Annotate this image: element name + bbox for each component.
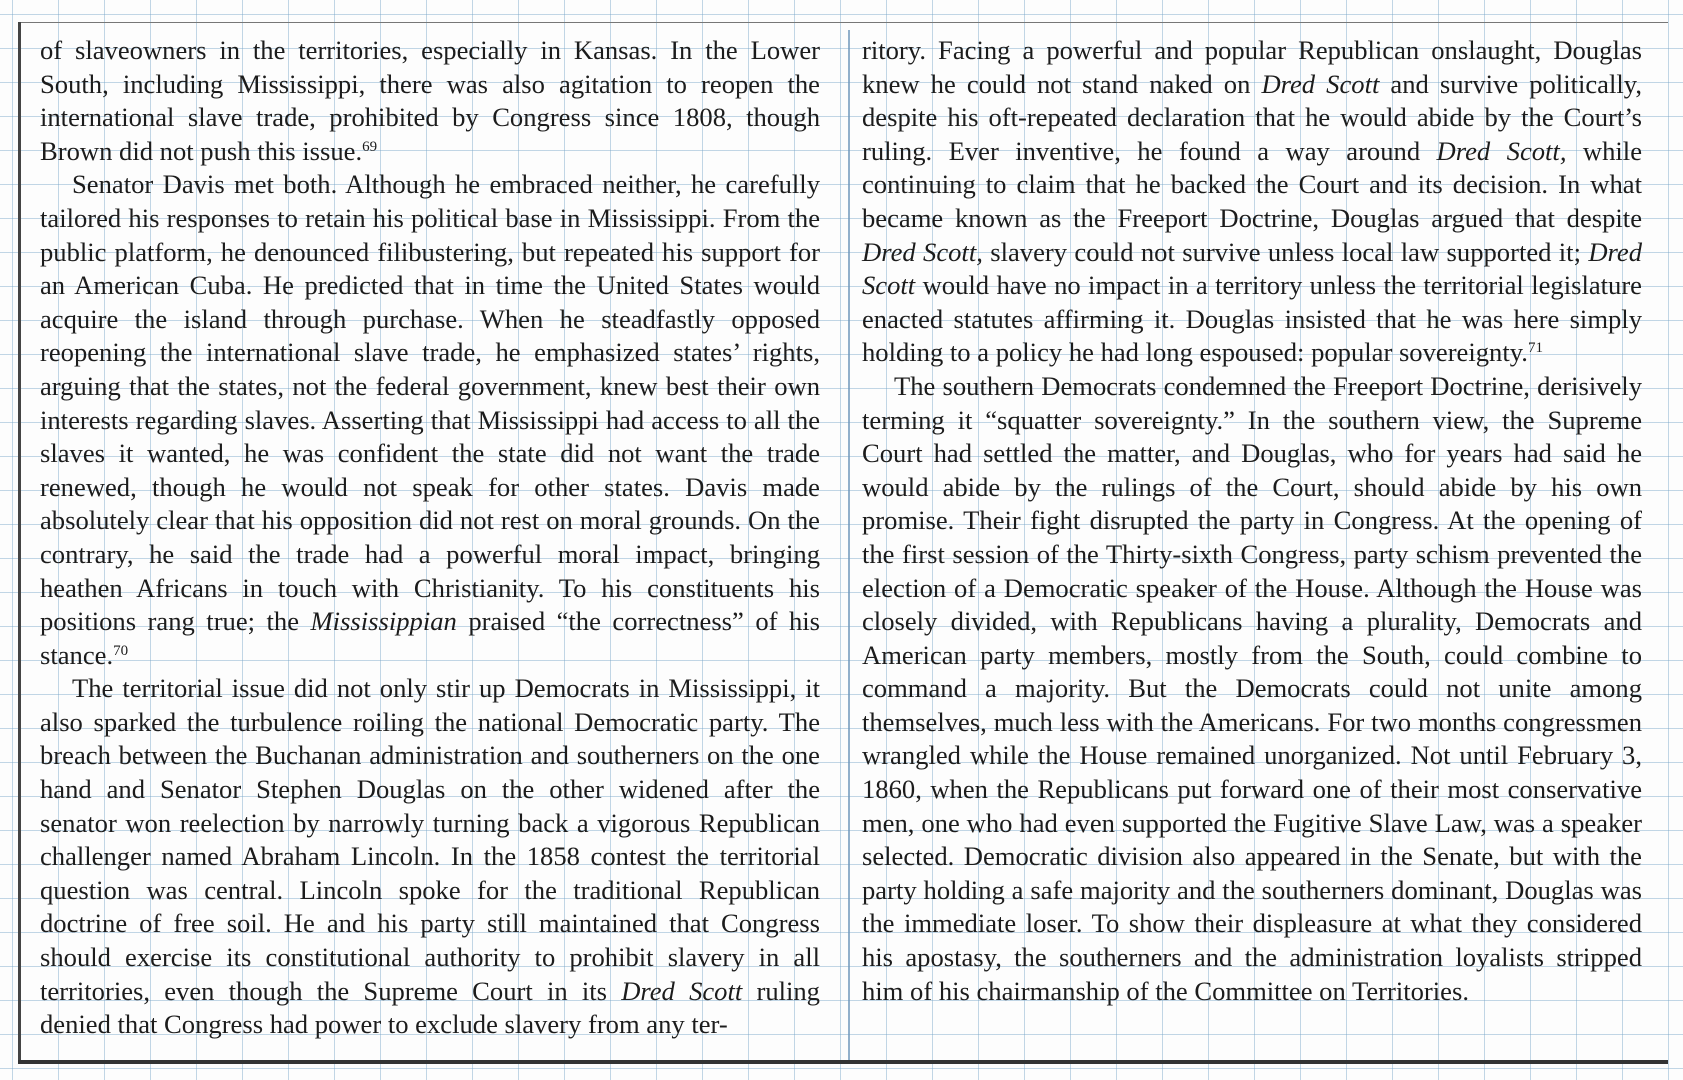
paragraph-text: praised “the correctness” of his stance. [40,606,821,670]
footnote-ref[interactable]: 69 [362,138,378,155]
paragraph [862,34,1642,370]
italic-title: Mississippian [310,606,457,637]
italic-title: Dred Scott [862,236,1643,301]
paragraph-text: would have no impact in a territory unless the territorial legislature enacted statutes affirming it. Douglas insisted that he was here simply holding to a policy he had long espoused: popular sovereignty. [862,270,1642,368]
italic-title: Dred Scott [1261,68,1380,99]
page-top-rule [18,22,1668,23]
italic-title: Dred Scott, [862,236,983,267]
paragraph [40,672,820,1042]
paragraph [862,370,1642,1008]
page-left-rule [18,22,21,1062]
paragraph-text: slavery could not survive unless local law supported it; [982,236,1589,267]
footnote-ref[interactable]: 71 [1527,340,1543,357]
italic-title: Dred Scott [621,975,743,1006]
paragraph [40,168,820,672]
paragraph-text: The southern Democrats condemned the Freeport Doctrine, derisively terming it “squatter sovereignty.” In the southern view, the Supreme Court had settled the matter, and Douglas, who for years had said he would abide by the rulings of the Court, should abide by his own promise. Their fight disrupted the party in Congress. At the opening of the first session of the Thirty-sixth Congress, party schism prevented the election of a Democratic speaker of the House. Although the House was closely divided, with Republicans having a plurality, Democrats and American party members, mostly from the South, could combine to command a majority. But the Democrats could not unite among themselves, much less with the Americans. For two months congressmen wrangled while the House remained unorganized. Not until February 3, 1860, when the Republicans put forward one of their most conservative men, one who had even supported the Fugitive Slave Law, was a speaker selected. Democratic division also appeared in the Senate, but with the party holding a safe majority and the southerners dominant, Douglas was the immediate loser. To show their displeasure at what they considered his apostasy, the southerners and the administration loyalists stripped him of his chairmanship of the Committee on Territories. [862,370,1642,1006]
paragraph-text: of slaveowners in the territories, especially in Kansas. In the Lower South, including Mississippi, there was also agitation to reopen the international slave trade, prohibited by Congress since 1808, though Brown did not push this issue. [40,35,820,166]
paragraph [40,34,820,168]
paragraph-text: ritory. Facing a powerful and popular Republican onslaught, Douglas knew he could not stand naked on [862,35,1642,99]
italic-title: Dred Scott, [1436,135,1567,166]
left-column [40,34,820,1042]
page-bottom-rule [18,1060,1668,1064]
paragraph-text: and survive politically, despite his oft-repeated declaration that he would abide by the Court’s ruling. Ever inventive, he found a way around [862,68,1642,166]
column-divider [848,30,850,1060]
paragraph-text: ruling denied that Congress had power to exclude slavery from any ter- [40,975,820,1040]
paragraph-text: while continuing to claim that he backed the Court and its decision. In what became known as the Freeport Doctrine, Douglas argued that despite [862,135,1643,233]
footnote-ref[interactable]: 70 [113,642,129,659]
paragraph-text: The territorial issue did not only stir up Democrats in Mississippi, it also sparked the turbulence roiling the national Democratic party. The breach between the Buchanan administration and southerners on the one hand and Senator Stephen Douglas on the other widened after the senator won reelection by narrowly turning back a vigorous Republican challenger named Abraham Lincoln. In the 1858 contest the territorial question was central. Lincoln spoke for the traditional Republican doctrine of free soil. He and his party still maintained that Congress should exercise its constitutional authority to prohibit slavery in all territories, even though the Supreme Court in its [40,673,820,1006]
right-column [862,34,1642,1008]
paragraph-text: Senator Davis met both. Although he embraced neither, he carefully tailored his responses to retain his political base in Mississippi. From the public platform, he denounced filibustering, but repeated his support for an American Cuba. He predicted that in time the United States would acquire the island through purchase. When he steadfastly opposed reopening the international slave trade, he emphasized states’ rights, arguing that the states, not the federal government, knew best their own interests regarding slaves. Asserting that Mississippi had access to all the slaves it wanted, he was confident the state did not want the trade renewed, though he would not speak for other states. Davis made absolutely clear that his opposition did not rest on moral grounds. On the contrary, he said the trade had a powerful moral impact, bringing heathen Africans in touch with Christianity. To his constituents his positions rang true; the [40,169,820,637]
